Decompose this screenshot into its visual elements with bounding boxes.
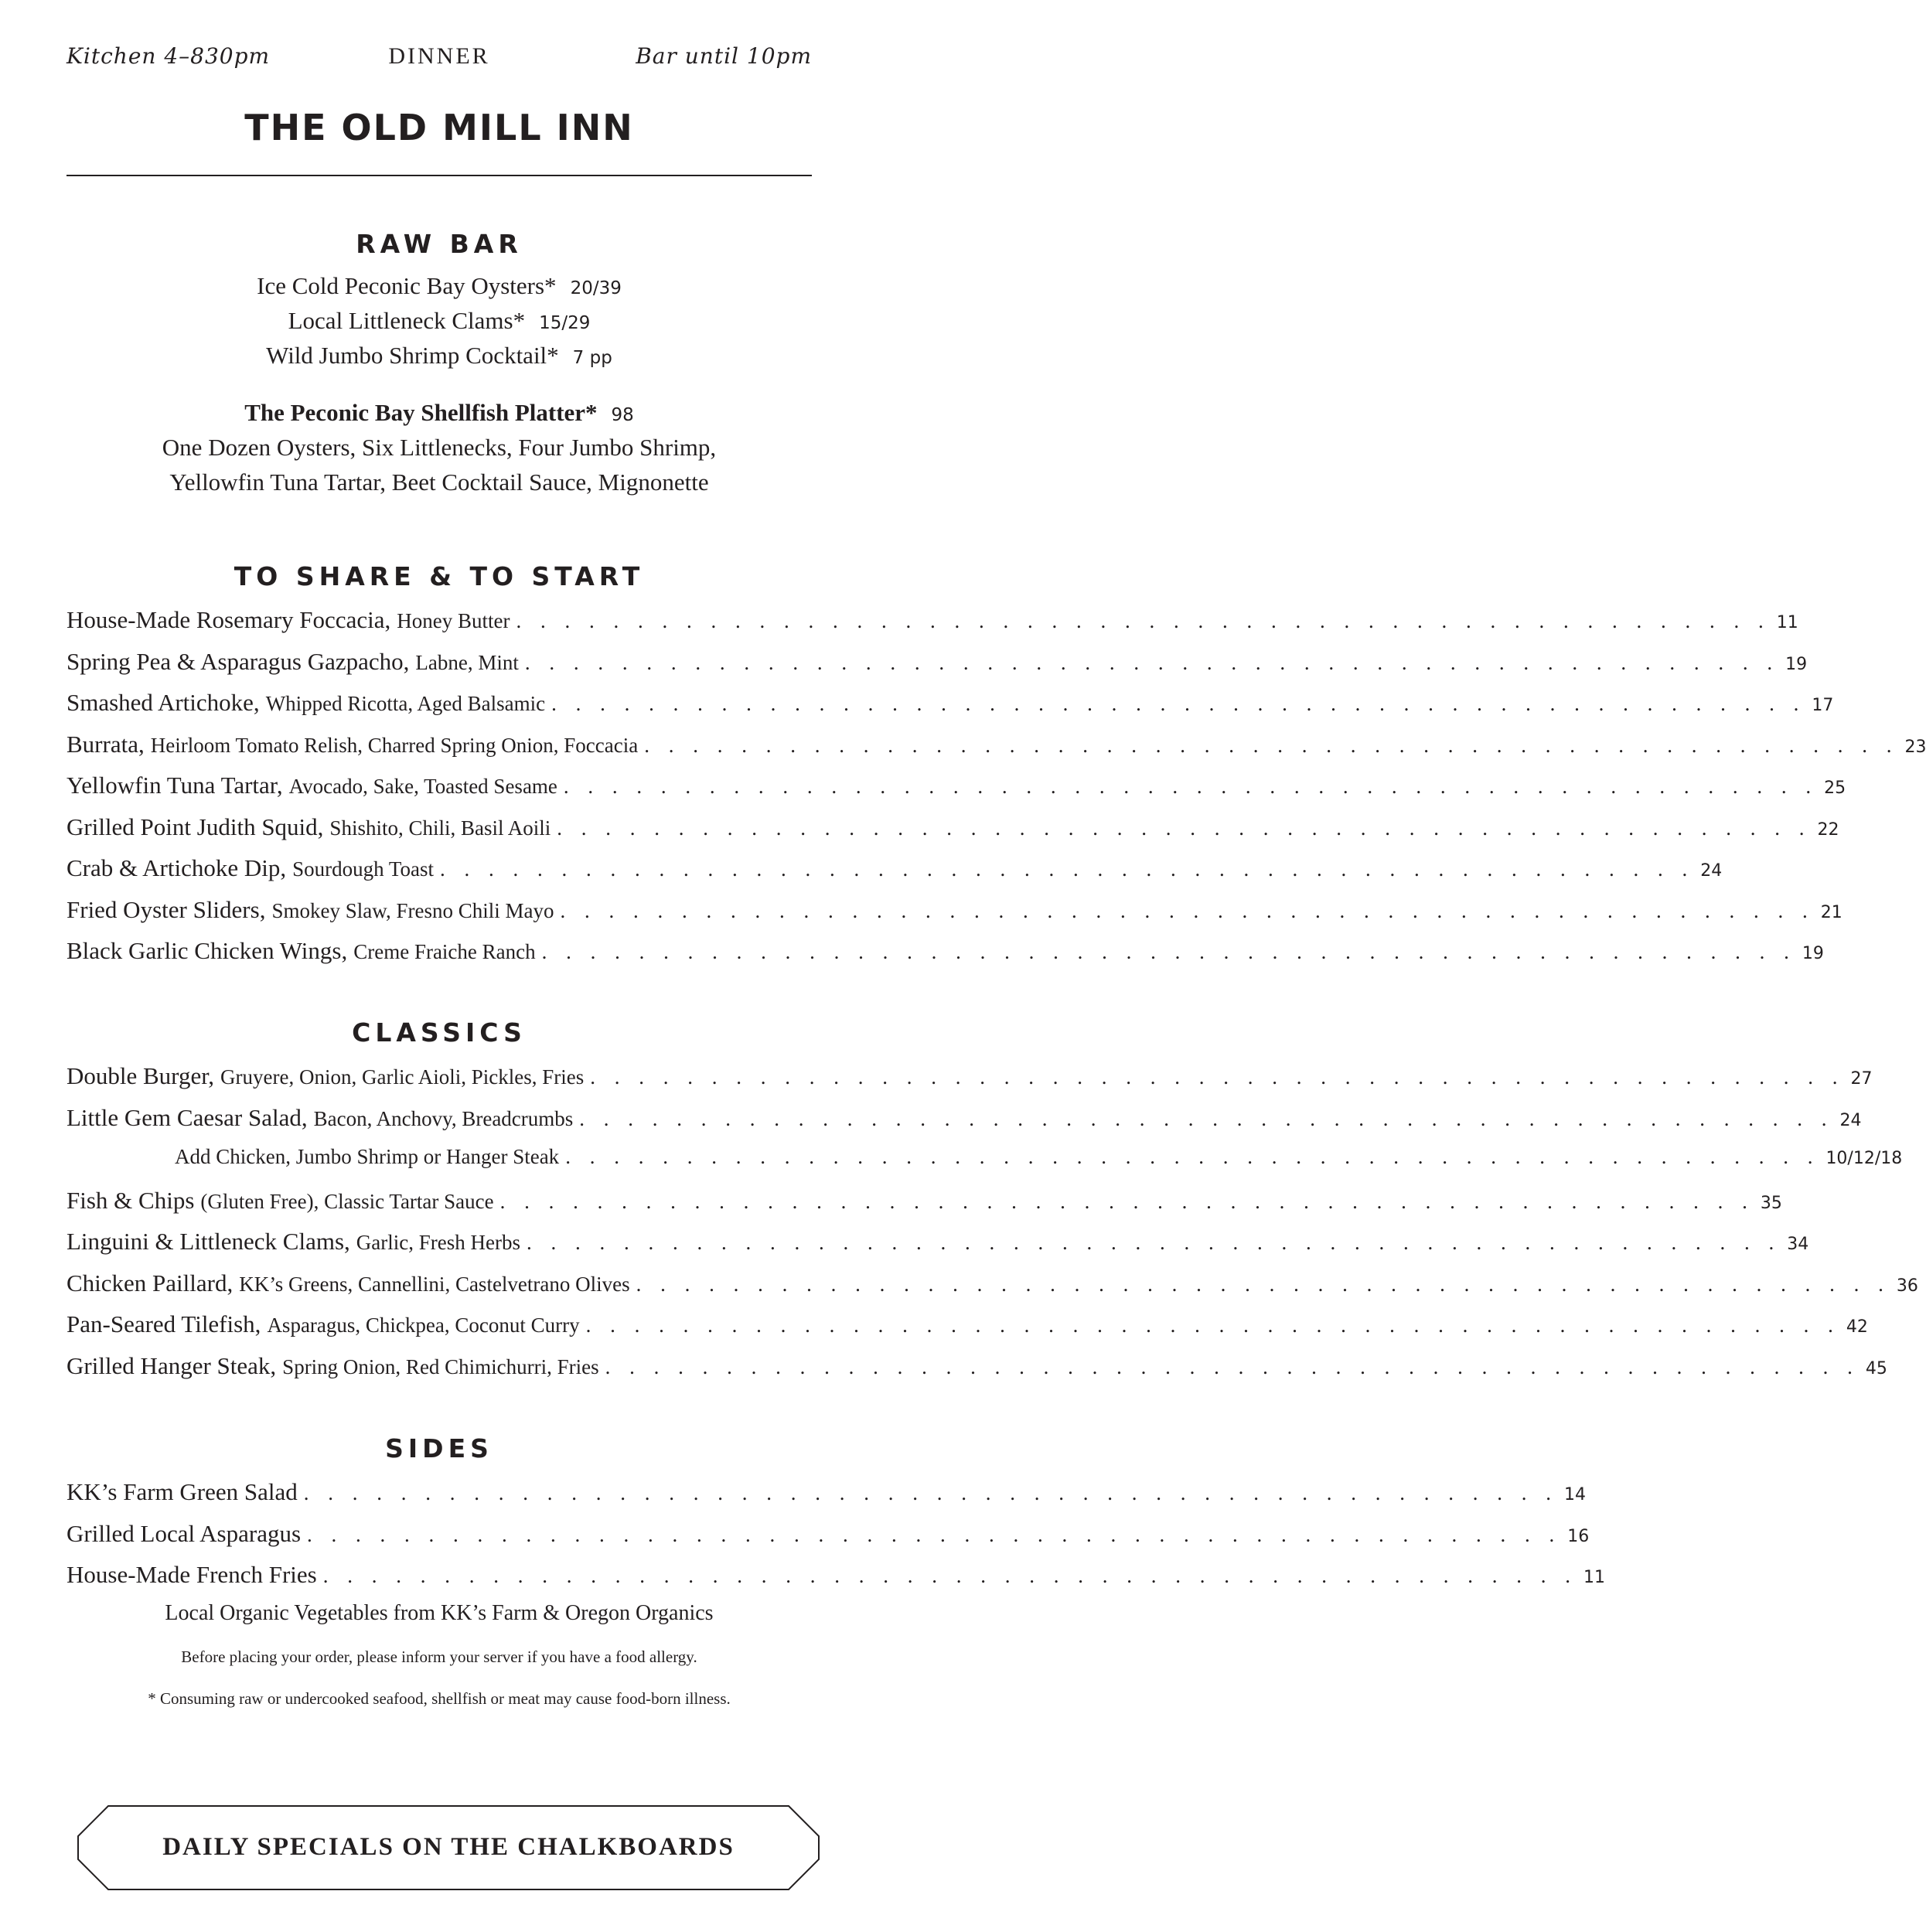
dot-leader: . . . . . . . . . . . . . . . . . . . . . . . . . . . . . . . . . . . . . . . . . . . . . . . . . . . .	[516, 609, 1771, 632]
item-price: 10/12/18	[1825, 1149, 1903, 1168]
item-price: 19	[1785, 654, 1808, 674]
item-name: Black Garlic Chicken Wings,	[66, 937, 348, 964]
item-price: 15/29	[539, 313, 591, 333]
item-price: 21	[1820, 902, 1842, 922]
dot-leader: . . . . . . . . . . . . . . . . . . . . . . . . . . . . . . . . . . . . . . . . . . . . . . . . . . . .	[560, 898, 1815, 922]
menu-item	[66, 772, 1846, 802]
dot-leader: . . . . . . . . . . . . . . . . . . . . . . . . . . . . . . . . . . . . . . . . . . . . . . . . . . . .	[499, 1189, 1754, 1213]
item-price: 36	[1896, 1276, 1918, 1296]
item-name: Wild Jumbo Shrimp Cocktail*	[266, 342, 559, 369]
item-price: 27	[1850, 1069, 1873, 1089]
dot-leader: . . . . . . . . . . . . . . . . . . . . . . . . . . . . . . . . . . . . . . . . . . . . . . . . . . . .	[644, 733, 1899, 757]
daily-specials-banner	[77, 1805, 820, 1890]
item-description: Labne, Mint	[415, 650, 519, 674]
item-name: Fish & Chips	[66, 1186, 195, 1214]
item-name: Local Littleneck Clams*	[288, 307, 526, 334]
item-price: 19	[1802, 944, 1824, 963]
dot-leader: . . . . . . . . . . . . . . . . . . . . . . . . . . . . . . . . . . . . . . . . . . . . . . . . . . . .	[565, 1145, 1820, 1168]
item-price: 11	[1583, 1568, 1605, 1587]
dot-leader: . . . . . . . . . . . . . . . . . . . . . . . . . . . . . . . . . . . . . . . . . . . . . . . . . . . .	[303, 1481, 1558, 1504]
bar-hours: Bar until 10pm	[636, 43, 812, 69]
item-name: Yellowfin Tuna Tartar,	[66, 772, 283, 799]
item-name: Smashed Artichoke,	[66, 689, 260, 716]
item-description: Heirloom Tomato Relish, Charred Spring Onion, Foccacia	[150, 733, 639, 757]
dot-leader: . . . . . . . . . . . . . . . . . . . . . . . . . . . . . . . . . . . . . . . . . . . . . . . . . . . .	[636, 1272, 1890, 1296]
item-description: Garlic, Fresh Herbs	[356, 1231, 520, 1254]
item-name: KK’s Farm Green Salad	[66, 1478, 298, 1505]
item-description: Spring Onion, Red Chimichurri, Fries	[282, 1354, 599, 1378]
classics-heading: CLASSICS	[352, 1017, 527, 1048]
menu-item	[66, 854, 1723, 885]
menu-item	[66, 813, 1839, 844]
item-price: 24	[1839, 1110, 1862, 1130]
item-price: 25	[1824, 779, 1846, 798]
item-description: Add Chicken, Jumbo Shrimp or Hanger Steak	[175, 1145, 560, 1168]
platter-name: The Peconic Bay Shellfish Platter*	[244, 399, 598, 426]
item-price: 7 pp	[572, 348, 612, 368]
dot-leader: . . . . . . . . . . . . . . . . . . . . . . . . . . . . . . . . . . . . . . . . . . . . . . . . . . . .	[307, 1522, 1562, 1546]
item-name: Grilled Point Judith Squid,	[66, 813, 324, 840]
kitchen-hours: Kitchen 4–830pm	[66, 43, 271, 69]
menu-item	[66, 606, 1798, 637]
menu-item	[66, 1310, 1868, 1341]
item-price: 20/39	[570, 278, 622, 298]
header-bar	[66, 43, 812, 74]
side-item	[66, 1478, 1586, 1509]
item-price: 22	[1817, 819, 1839, 840]
item-price: 42	[1846, 1317, 1868, 1337]
item-description: Creme Fraiche Ranch	[353, 940, 536, 963]
sourcing-note: Local Organic Vegetables from KK’s Farm & Oregon Organics	[165, 1601, 714, 1625]
dot-leader: . . . . . . . . . . . . . . . . . . . . . . . . . . . . . . . . . . . . . . . . . . . . . . . . . . . .	[526, 1231, 1781, 1254]
menu-item	[66, 1186, 1782, 1218]
menu-item	[66, 689, 1834, 720]
dot-leader: . . . . . . . . . . . . . . . . . . . . . . . . . . . . . . . . . . . . . . . . . . . . . . . . . . . .	[541, 940, 1796, 963]
raw-warning-note: * Consuming raw or undercooked seafood, shellfish or meat may cause food-born illness.	[148, 1689, 731, 1708]
item-name: Pan-Seared Tilefish,	[66, 1310, 261, 1337]
allergy-note: Before placing your order, please inform your server if you have a food allergy.	[181, 1647, 697, 1666]
item-price: 45	[1865, 1358, 1887, 1378]
item-price: 34	[1787, 1235, 1809, 1254]
raw-bar-item	[0, 272, 878, 300]
menu-item	[66, 1062, 1873, 1093]
item-name: Chicken Paillard,	[66, 1269, 234, 1297]
item-name: House-Made French Fries	[66, 1561, 317, 1588]
menu-item	[66, 1103, 1862, 1135]
item-price: 24	[1700, 861, 1723, 881]
raw-bar-item	[0, 342, 878, 370]
item-description: Whipped Ricotta, Aged Balsamic	[265, 692, 546, 715]
dot-leader: . . . . . . . . . . . . . . . . . . . . . . . . . . . . . . . . . . . . . . . . . . . . . . . . . . . .	[551, 692, 1806, 715]
item-description: Honey Butter	[397, 609, 510, 632]
item-price: 16	[1567, 1526, 1590, 1546]
item-description: (Gluten Free), Classic Tartar Sauce	[200, 1189, 494, 1213]
menu-item	[66, 895, 1842, 927]
restaurant-name: THE OLD MILL INN	[244, 107, 634, 148]
side-item	[66, 1561, 1605, 1592]
item-price: 35	[1760, 1193, 1782, 1213]
raw-bar-heading: RAW BAR	[356, 229, 523, 259]
item-name: Fried Oyster Sliders,	[66, 895, 266, 923]
item-description: Asparagus, Chickpea, Coconut Curry	[267, 1314, 580, 1337]
item-name: Double Burger,	[66, 1062, 215, 1089]
platter-price: 98	[611, 405, 634, 425]
item-description: Gruyere, Onion, Garlic Aioli, Pickles, Fries	[220, 1065, 585, 1089]
menu-item	[175, 1145, 1903, 1176]
item-price: 11	[1776, 613, 1798, 632]
side-item	[66, 1519, 1590, 1551]
item-name: Spring Pea & Asparagus Gazpacho,	[66, 647, 410, 675]
item-name: Grilled Local Asparagus	[66, 1519, 302, 1547]
menu-item	[66, 1269, 1918, 1300]
to-share-heading: TO SHARE & TO START	[234, 561, 645, 591]
item-description: Smokey Slaw, Fresno Chili Mayo	[271, 898, 554, 922]
platter-title	[0, 399, 878, 427]
menu-item	[66, 647, 1808, 679]
dot-leader: . . . . . . . . . . . . . . . . . . . . . . . . . . . . . . . . . . . . . . . . . . . . . . . . . . . .	[585, 1314, 1840, 1337]
platter-description-line1: One Dozen Oysters, Six Littlenecks, Four Jumbo Shrimp,	[162, 434, 717, 461]
item-description: Sourdough Toast	[292, 857, 434, 881]
item-description: KK’s Greens, Cannellini, Castelvetrano Olives	[239, 1272, 630, 1296]
item-price: 14	[1564, 1485, 1586, 1504]
banner-text: DAILY SPECIALS ON THE CHALKBOARDS	[162, 1833, 735, 1861]
item-name: Linguini & Littleneck Clams,	[66, 1228, 350, 1255]
item-description: Shishito, Chili, Basil Aoili	[329, 816, 551, 840]
dot-leader: . . . . . . . . . . . . . . . . . . . . . . . . . . . . . . . . . . . . . . . . . . . . . . . . . . . .	[440, 857, 1695, 881]
item-name: Little Gem Caesar Salad,	[66, 1103, 308, 1131]
dot-leader: . . . . . . . . . . . . . . . . . . . . . . . . . . . . . . . . . . . . . . . . . . . . . . . . . . . .	[524, 650, 1780, 674]
item-description: Bacon, Anchovy, Breadcrumbs	[313, 1106, 574, 1130]
dot-leader: . . . . . . . . . . . . . . . . . . . . . . . . . . . . . . . . . . . . . . . . . . . . . . . . . . . .	[579, 1106, 1834, 1130]
menu-name: DINNER	[388, 43, 490, 69]
dot-leader: . . . . . . . . . . . . . . . . . . . . . . . . . . . . . . . . . . . . . . . . . . . . . . . . . . . .	[605, 1354, 1860, 1378]
item-name: Crab & Artichoke Dip,	[66, 854, 287, 881]
dot-leader: . . . . . . . . . . . . . . . . . . . . . . . . . . . . . . . . . . . . . . . . . . . . . . . . . . . .	[590, 1065, 1845, 1089]
menu-item	[66, 1228, 1809, 1259]
menu-item	[66, 730, 1926, 762]
sides-heading: SIDES	[385, 1433, 493, 1463]
item-name: Burrata,	[66, 730, 145, 758]
item-name: Ice Cold Peconic Bay Oysters*	[257, 272, 557, 299]
dot-leader: . . . . . . . . . . . . . . . . . . . . . . . . . . . . . . . . . . . . . . . . . . . . . . . . . . . .	[322, 1564, 1577, 1587]
item-description: Avocado, Sake, Toasted Sesame	[288, 775, 557, 798]
dot-leader: . . . . . . . . . . . . . . . . . . . . . . . . . . . . . . . . . . . . . . . . . . . . . . . . . . . .	[557, 816, 1812, 840]
item-price: 17	[1812, 696, 1834, 715]
item-name: House-Made Rosemary Foccacia,	[66, 606, 391, 633]
platter-description-line2: Yellowfin Tuna Tartar, Beet Cocktail Sauce, Mignonette	[169, 469, 709, 496]
dot-leader: . . . . . . . . . . . . . . . . . . . . . . . . . . . . . . . . . . . . . . . . . . . . . . . . . . . .	[563, 775, 1819, 798]
menu-item	[66, 1351, 1887, 1383]
item-price: 23	[1904, 737, 1926, 757]
raw-bar-item	[0, 307, 878, 335]
header-divider	[66, 175, 812, 176]
menu-item	[66, 937, 1824, 968]
item-name: Grilled Hanger Steak,	[66, 1351, 277, 1379]
